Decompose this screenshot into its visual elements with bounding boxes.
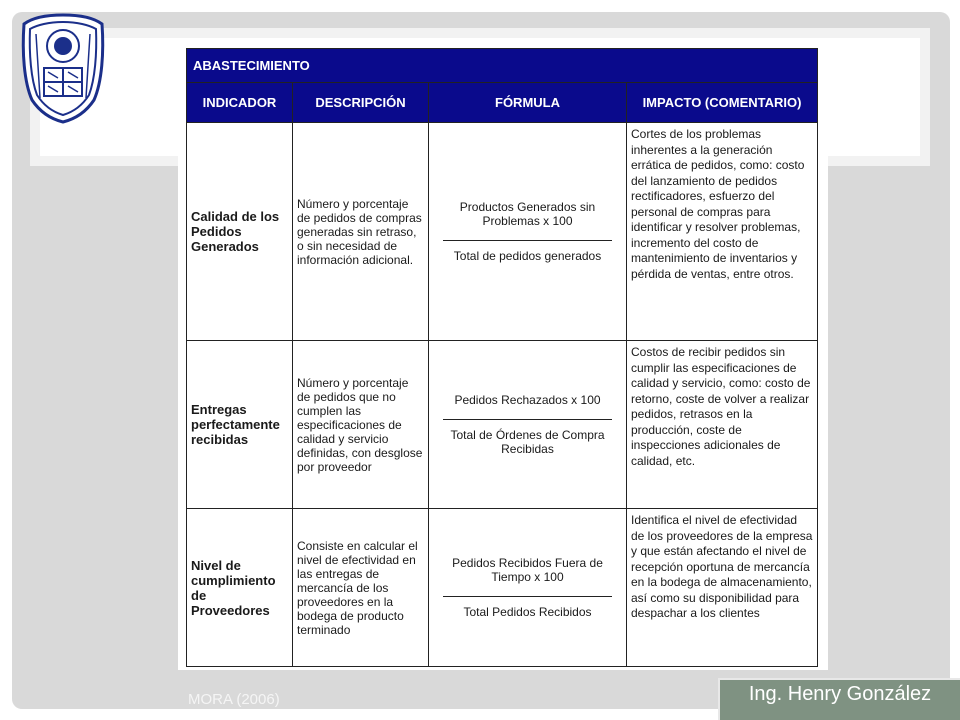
author-label: Ing. Henry González — [718, 678, 960, 720]
description-cell: Número y porcentaje de pedidos de compras generadas sin retraso, o sin necesidad de información adicional. — [293, 123, 429, 341]
impact-cell: Cortes de los problemas inherentes a la generación errática de pedidos, como: costo del lanzamiento de pedidos rectificadores, esfuerzo del personal de compras para identificar y resolver problemas, incremento del costo de mantenimiento de inventarios y pérdida de ventas, entre otros. — [627, 123, 818, 341]
header-impacto: IMPACTO (COMENTARIO) — [627, 83, 818, 123]
formula-numerator: Pedidos Recibidos Fuera de Tiempo x 100 — [452, 556, 603, 584]
header-descripcion: DESCRIPCIÓN — [293, 83, 429, 123]
formula-numerator: Productos Generados sin Problemas x 100 — [459, 200, 596, 228]
formula-cell — [429, 123, 627, 341]
table-row — [187, 341, 818, 509]
table-row — [187, 123, 818, 341]
indicator-cell: Entregas perfectamente recibidas — [187, 341, 293, 509]
impact-cell: Identifica el nivel de efectividad de los proveedores de la empresa y que están afectando el nivel de recepción oportuna de mercancía en la bodega de almacenamiento, así como su disponibilidad para despachar a los clientes — [627, 509, 818, 667]
indicator-cell: Nivel de cumplimiento de Proveedores — [187, 509, 293, 667]
fraction-line — [443, 596, 612, 597]
formula-numerator: Pedidos Rechazados x 100 — [454, 393, 601, 407]
table-title-row — [187, 49, 818, 83]
fraction-line — [443, 419, 612, 420]
source-credit: MORA (2006) — [188, 691, 280, 708]
description-cell: Número y porcentaje de pedidos que no cumplen las especificaciones de calidad y servicio definidas, con desglose por proveedor — [293, 341, 429, 509]
formula-cell — [429, 509, 627, 667]
formula-denominator: Total de Órdenes de Compra Recibidas — [450, 428, 605, 456]
fraction-line — [443, 240, 612, 241]
supply-indicators-table — [186, 48, 818, 667]
formula-cell — [429, 341, 627, 509]
table-row — [187, 509, 818, 667]
formula-denominator: Total Pedidos Recibidos — [463, 605, 592, 619]
description-cell: Consiste en calcular el nivel de efectividad en las entregas de mercancía de los proveedores en la bodega de producto terminado — [293, 509, 429, 667]
table-title: ABASTECIMIENTO — [187, 49, 818, 83]
indicator-cell: Calidad de los Pedidos Generados — [187, 123, 293, 341]
impact-cell: Costos de recibir pedidos sin cumplir las especificaciones de calidad y servicio, como: costo de retorno, coste de volver a realizar pedidos, retrasos en la producción, coste de inspecciones adicionales de calidad, etc. — [627, 341, 818, 509]
header-formula: FÓRMULA — [429, 83, 627, 123]
formula-denominator: Total de pedidos generados — [453, 249, 602, 263]
header-indicador: INDICADOR — [187, 83, 293, 123]
university-seal-icon — [20, 12, 106, 124]
table-header-row — [187, 83, 818, 123]
